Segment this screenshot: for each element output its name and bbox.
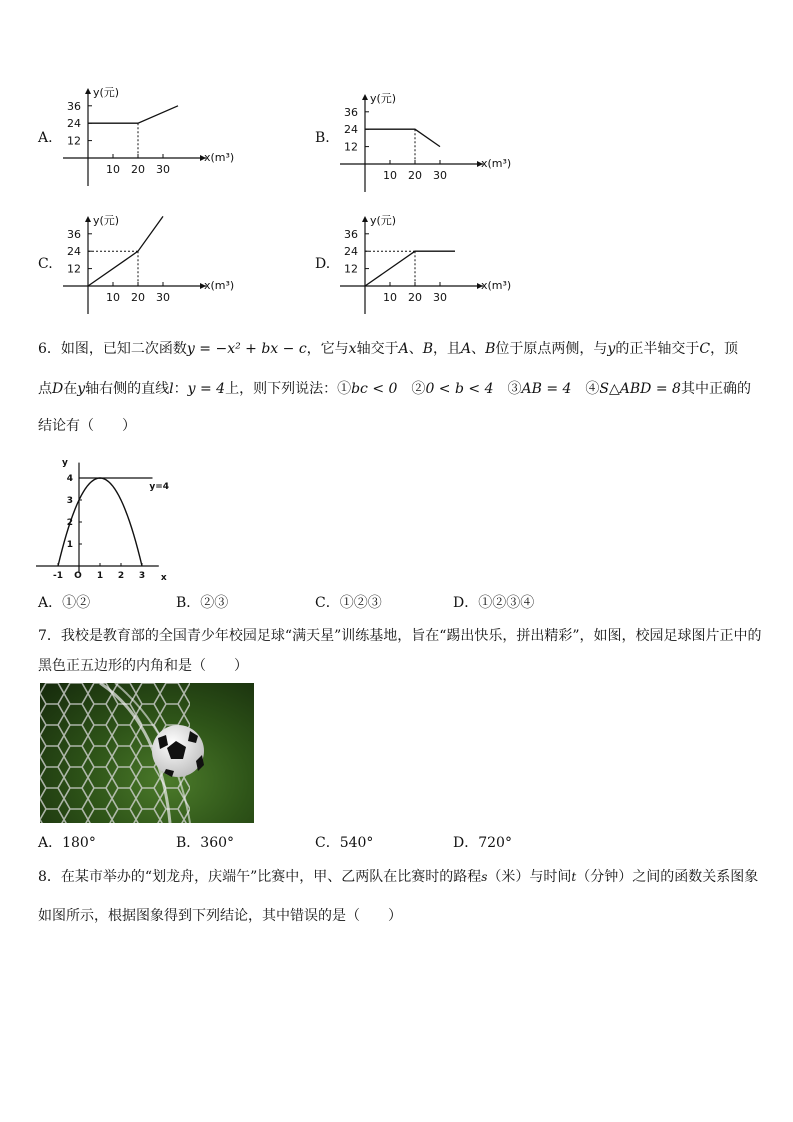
q6-choice-b[interactable]: B．②③ <box>176 595 229 611</box>
x-axis-label: x(m³) <box>204 279 235 292</box>
y-tick-label: 3 <box>66 496 73 506</box>
q6-line-2: 点D在y轴右侧的直线l：y = 4上，则下列说法：①bc < 0 ②0 < b < 4 ③AB = 4 ④S△ABD = 8其中正确的 <box>38 381 751 397</box>
y-tick-label: 12 <box>67 134 81 148</box>
q6-choice-a[interactable]: A．①② <box>38 595 91 611</box>
y-tick-label: 1 <box>66 540 73 550</box>
q8-line-2: 如图所示，根据图象得到下列结论，其中错误的是（ ） <box>38 908 402 924</box>
x-tick-label: 10 <box>106 291 120 304</box>
q7-choices <box>0 832 793 852</box>
option-b-label: B. <box>315 130 330 146</box>
soccer-ball-photo <box>40 683 254 823</box>
y-tick-label: 24 <box>67 117 81 131</box>
x-tick-label: O <box>74 571 82 581</box>
x-tick-label: 2 <box>117 571 125 581</box>
option-d-label: D. <box>315 256 331 272</box>
y-tick-label: 2 <box>66 518 73 528</box>
series-line <box>365 251 455 286</box>
q6-choice-c[interactable]: C．①②③ <box>315 595 382 611</box>
q6-line-3: 结论有（ ） <box>38 418 136 434</box>
x-tick-label: 1 <box>96 571 104 581</box>
q7-line-1: 7．我校是教育部的全国青少年校园足球“满天星”训练基地，旨在“踢出快乐，拼出精彩”，如图，校园足球图片正中的 <box>38 628 762 644</box>
y-tick-label: 4 <box>66 474 73 484</box>
y-tick-label: 12 <box>67 262 81 276</box>
x-tick-label: 20 <box>131 163 145 176</box>
x-axis-label: x(m³) <box>481 157 512 170</box>
y-axis-arrow <box>362 216 368 222</box>
y-tick-label: 36 <box>344 227 358 241</box>
x-tick-label: 20 <box>408 291 422 304</box>
series-line <box>88 106 178 123</box>
x-tick-label: -1 <box>53 571 63 581</box>
x-tick-label: 30 <box>433 291 447 304</box>
y-tick-label: 24 <box>67 245 81 259</box>
x-tick-label: 20 <box>131 291 145 304</box>
x-tick-label: 30 <box>433 169 447 182</box>
y-axis-label: y(元) <box>370 214 397 227</box>
x-tick-label: 20 <box>408 169 422 182</box>
x-axis-label: x <box>160 573 167 583</box>
x-tick-label: 3 <box>138 571 146 581</box>
x-axis-label: x(m³) <box>481 279 512 292</box>
x-axis-label: x(m³) <box>204 151 235 164</box>
y-tick-label: 12 <box>344 262 358 276</box>
y-axis-label: y(元) <box>93 86 120 99</box>
parabola-curve <box>58 478 142 566</box>
q6-choices <box>0 592 793 612</box>
y-axis-arrow <box>85 88 91 94</box>
parabola-graph <box>36 448 176 583</box>
y-tick-label: 12 <box>344 140 358 154</box>
graph-b <box>332 84 522 199</box>
y-tick-label: 36 <box>67 99 81 113</box>
y-tick-label: 36 <box>344 105 358 119</box>
q8-line-1: 8．在某市举办的“划龙舟，庆端午”比赛中，甲、乙两队在比赛时的路程s（米）与时间t（分钟）之间的函数关系图象 <box>38 869 759 885</box>
y-tick-label: 24 <box>344 245 358 259</box>
x-tick-label: 10 <box>106 163 120 176</box>
x-tick-label: 10 <box>383 169 397 182</box>
y-axis-label: y <box>62 457 68 468</box>
x-tick-label: 10 <box>383 291 397 304</box>
x-tick-label: 30 <box>156 163 170 176</box>
x-tick-label: 30 <box>156 291 170 304</box>
option-c-label: C. <box>38 256 53 272</box>
q7-choice-a[interactable]: A．180° <box>38 835 96 851</box>
graph-d <box>332 206 522 321</box>
y-axis-arrow <box>362 94 368 100</box>
q7-choice-b[interactable]: B．360° <box>176 835 235 851</box>
q7-choice-c[interactable]: C．540° <box>315 835 374 851</box>
y-axis-label: y(元) <box>93 214 120 227</box>
line-y4-label: y=4 <box>149 482 170 492</box>
graph-c <box>55 206 245 321</box>
option-a-label: A. <box>38 130 53 146</box>
q6-choice-d[interactable]: D．①②③④ <box>453 595 535 611</box>
graph-a <box>55 78 245 193</box>
q7-line-2: 黑色正五边形的内角和是（ ） <box>38 658 248 674</box>
y-axis-label: y(元) <box>370 92 397 105</box>
y-tick-label: 36 <box>67 227 81 241</box>
series-line <box>365 129 440 146</box>
q7-choice-d[interactable]: D．720° <box>453 835 512 851</box>
q6-line-1: 6．如图，已知二次函数y = −x² + bx − c，它与x轴交于A、B，且A、B位于原点两侧，与y的正半轴交于C，顶 <box>38 341 739 357</box>
y-tick-label: 24 <box>344 123 358 137</box>
y-axis-arrow <box>85 216 91 222</box>
